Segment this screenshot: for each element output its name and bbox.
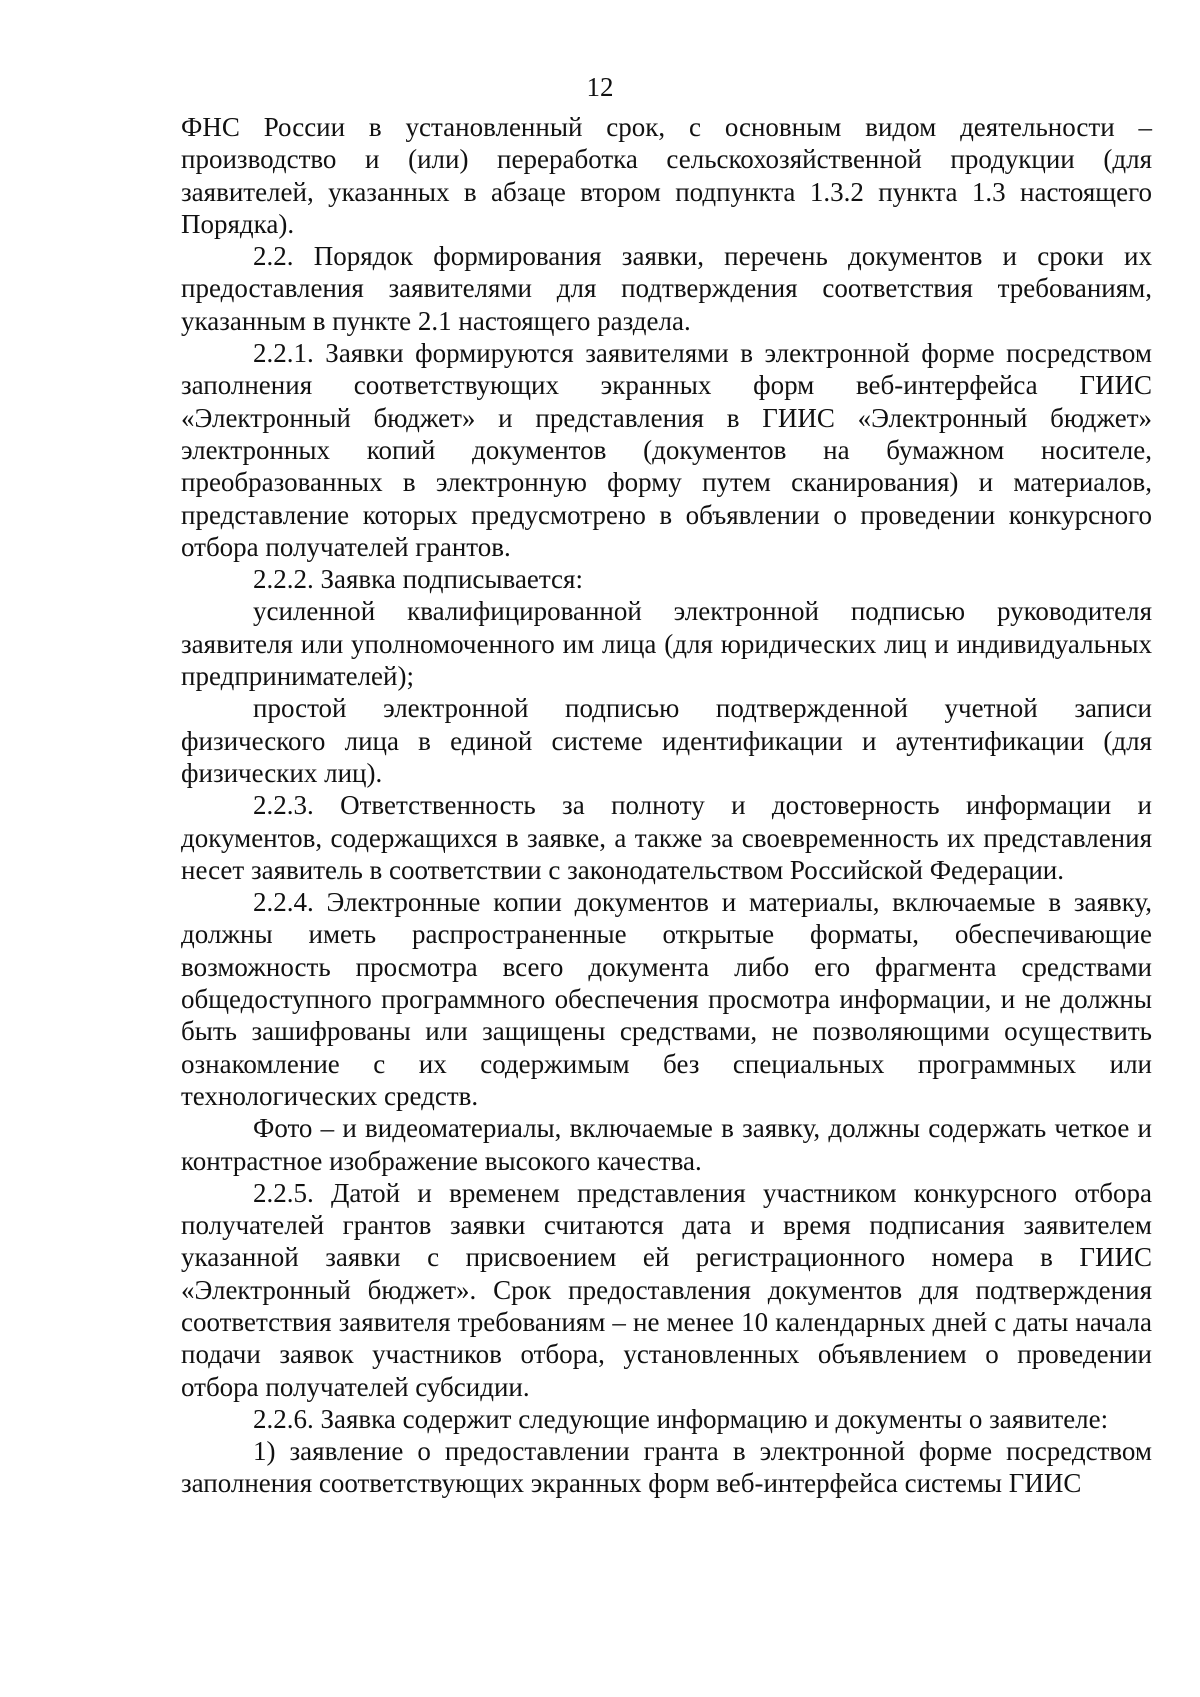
document-body bbox=[181, 111, 1152, 1500]
paragraph-2-2-5: 2.2.5. Датой и временем представления участником конкурсного отбора получателей грантов заявки считаются дата и время подписания заявителем указанной заявки с присвоением ей регистрационного номера в ГИИС «Электронный бюджет». Срок предоставления документов для подтверждения соответствия заявителя требованиям – не менее 10 календарных дней с даты начала подачи заявок участников отбора, установленных объявлением о проведении отбора получателей субсидии. bbox=[181, 1177, 1152, 1402]
paragraph-photo-video: Фото – и видеоматериалы, включаемые в заявку, должны содержать четкое и контрастное изображение высокого качества. bbox=[181, 1113, 1152, 1176]
paragraph-fns-continuation: ФНС России в установленный срок, с основным видом деятельности – производство и (или) переработка сельскохозяйственной продукции (для заявителей, указанных в абзаце втором подпункта 1.3.2 пункта 1.3 настоящего Порядка). bbox=[181, 112, 1152, 239]
paragraph-2-2-4: 2.2.4. Электронные копии документов и материалы, включаемые в заявку, должны иметь распространенные открытые форматы, обеспечивающие возможность просмотра всего документа либо его фрагмента средствами общедоступного программного обеспечения просмотра информации, и не должны быть зашифрованы или защищены средствами, не позволяющими осуществить ознакомление с их содержимым без специальных программных или технологических средств. bbox=[181, 887, 1152, 1111]
page-number: 12 bbox=[586, 72, 614, 102]
paragraph-2-2-3: 2.2.3. Ответственность за полноту и достоверность информации и документов, содержащихся в заявке, а также за своевременность их представления несет заявитель в соответствии с законодательством Российской Федерации. bbox=[181, 790, 1152, 885]
paragraph-list-item-1: 1) заявление о предоставлении гранта в электронной форме посредством заполнения соответствующих экранных форм веб-интерфейса системы ГИИС bbox=[181, 1436, 1152, 1499]
paragraph-2-2: 2.2. Порядок формирования заявки, перечень документов и сроки их предоставления заявителями для подтверждения соответствия требованиям, указанным в пункте 2.1 настоящего раздела. bbox=[181, 241, 1152, 336]
paragraph-simple-signature: простой электронной подписью подтвержденной учетной записи физического лица в единой системе идентификации и аутентификации (для физических лиц). bbox=[181, 693, 1152, 788]
paragraph-2-2-6: 2.2.6. Заявка содержит следующие информацию и документы о заявителе: bbox=[253, 1403, 1109, 1434]
paragraph-qualified-signature: усиленной квалифицированной электронной подписью руководителя заявителя или уполномоченного им лица (для юридических лиц и индивидуальных предпринимателей); bbox=[181, 596, 1152, 692]
paragraph-2-2-1: 2.2.1. Заявки формируются заявителями в электронной форме посредством заполнения соответствующих экранных форм веб-интерфейса ГИИС «Электронный бюджет» и представления в ГИИС «Электронный бюджет» электронных копий документов (документов на бумажном носителе, преобразованных в электронную форму путем сканирования) и материалов, представление которых предусмотрено в объявлении о проведении конкурсного отбора получателей грантов. bbox=[181, 338, 1152, 562]
paragraph-2-2-2: 2.2.2. Заявка подписывается: bbox=[253, 564, 583, 595]
